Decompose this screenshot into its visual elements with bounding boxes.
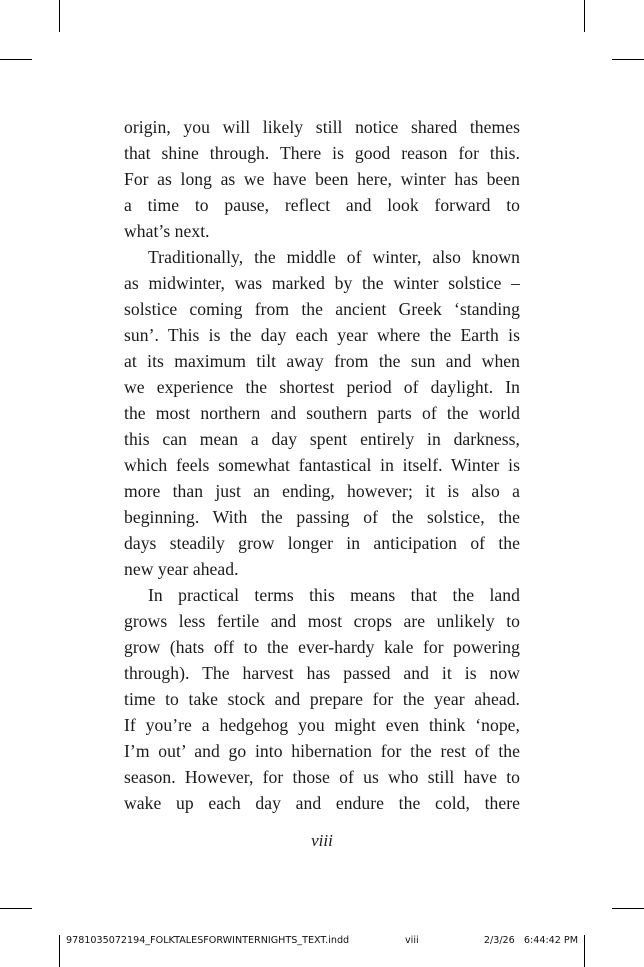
text-line: a time to pause, reflect and look forward to: [124, 195, 520, 215]
text-line: I’m out’ and go into hibernation for the rest of the: [124, 741, 520, 761]
slug-filename: 9781035072194_FOLKTALESFORWINTERNIGHTS_TEXT.indd: [66, 935, 350, 946]
text-line: time to take stock and prepare for the year ahead.: [124, 689, 520, 709]
crop-mark-top-right: [584, 0, 585, 32]
page-number: viii: [311, 831, 333, 850]
text-line: grow (hats off to the ever-hardy kale for powering: [124, 637, 520, 657]
text-line: we experience the shortest period of daylight. In: [124, 377, 520, 397]
crop-mark-bottom-left: [59, 935, 60, 967]
text-line: this can mean a day spent entirely in darkness,: [124, 429, 520, 449]
text-line: which feels somewhat fantastical in itself. Winter is: [124, 455, 520, 475]
slug-page: viii: [405, 935, 419, 946]
text-line: solstice coming from the ancient Greek ‘standing: [124, 299, 520, 319]
text-line: origin, you will likely still notice shared themes: [124, 117, 520, 137]
text-line: new year ahead.: [124, 559, 239, 579]
text-line: that shine through. There is good reason for this.: [124, 143, 520, 163]
text-line: For as long as we have been here, winter has been: [124, 169, 520, 189]
text-line: wake up each day and endure the cold, there: [124, 793, 520, 813]
crop-mark-left-top: [0, 59, 32, 60]
text-line: If you’re a hedgehog you might even think ‘nope,: [124, 715, 520, 735]
text-line: more than just an ending, however; it is also a: [124, 481, 520, 501]
text-line: beginning. With the passing of the solstice, the: [124, 507, 520, 527]
text-line: at its maximum tilt away from the sun and when: [124, 351, 520, 371]
print-slug: [66, 932, 578, 950]
text-line: through). The harvest has passed and it is now: [124, 663, 520, 683]
crop-mark-left-bottom: [0, 908, 32, 909]
slug-datetime: 2/3/26 6:44:42 PM: [483, 935, 578, 946]
text-line: what’s next.: [124, 221, 210, 241]
crop-mark-right-top: [612, 59, 644, 60]
text-line: grows less fertile and most crops are unlikely to: [124, 611, 520, 631]
text-line: the most northern and southern parts of the world: [124, 403, 520, 423]
crop-mark-top-left: [59, 0, 60, 32]
text-line: as midwinter, was marked by the winter solstice –: [124, 273, 520, 293]
text-line: Traditionally, the middle of winter, also known: [148, 247, 520, 267]
text-line: days steadily grow longer in anticipation of the: [124, 533, 520, 553]
text-line: In practical terms this means that the land: [148, 585, 520, 605]
crop-mark-right-bottom: [612, 908, 644, 909]
text-line: sun’. This is the day each year where the Earth is: [124, 325, 520, 345]
crop-mark-bottom-right: [584, 935, 585, 967]
text-line: season. However, for those of us who still have to: [124, 767, 520, 787]
body-text: [124, 114, 520, 816]
